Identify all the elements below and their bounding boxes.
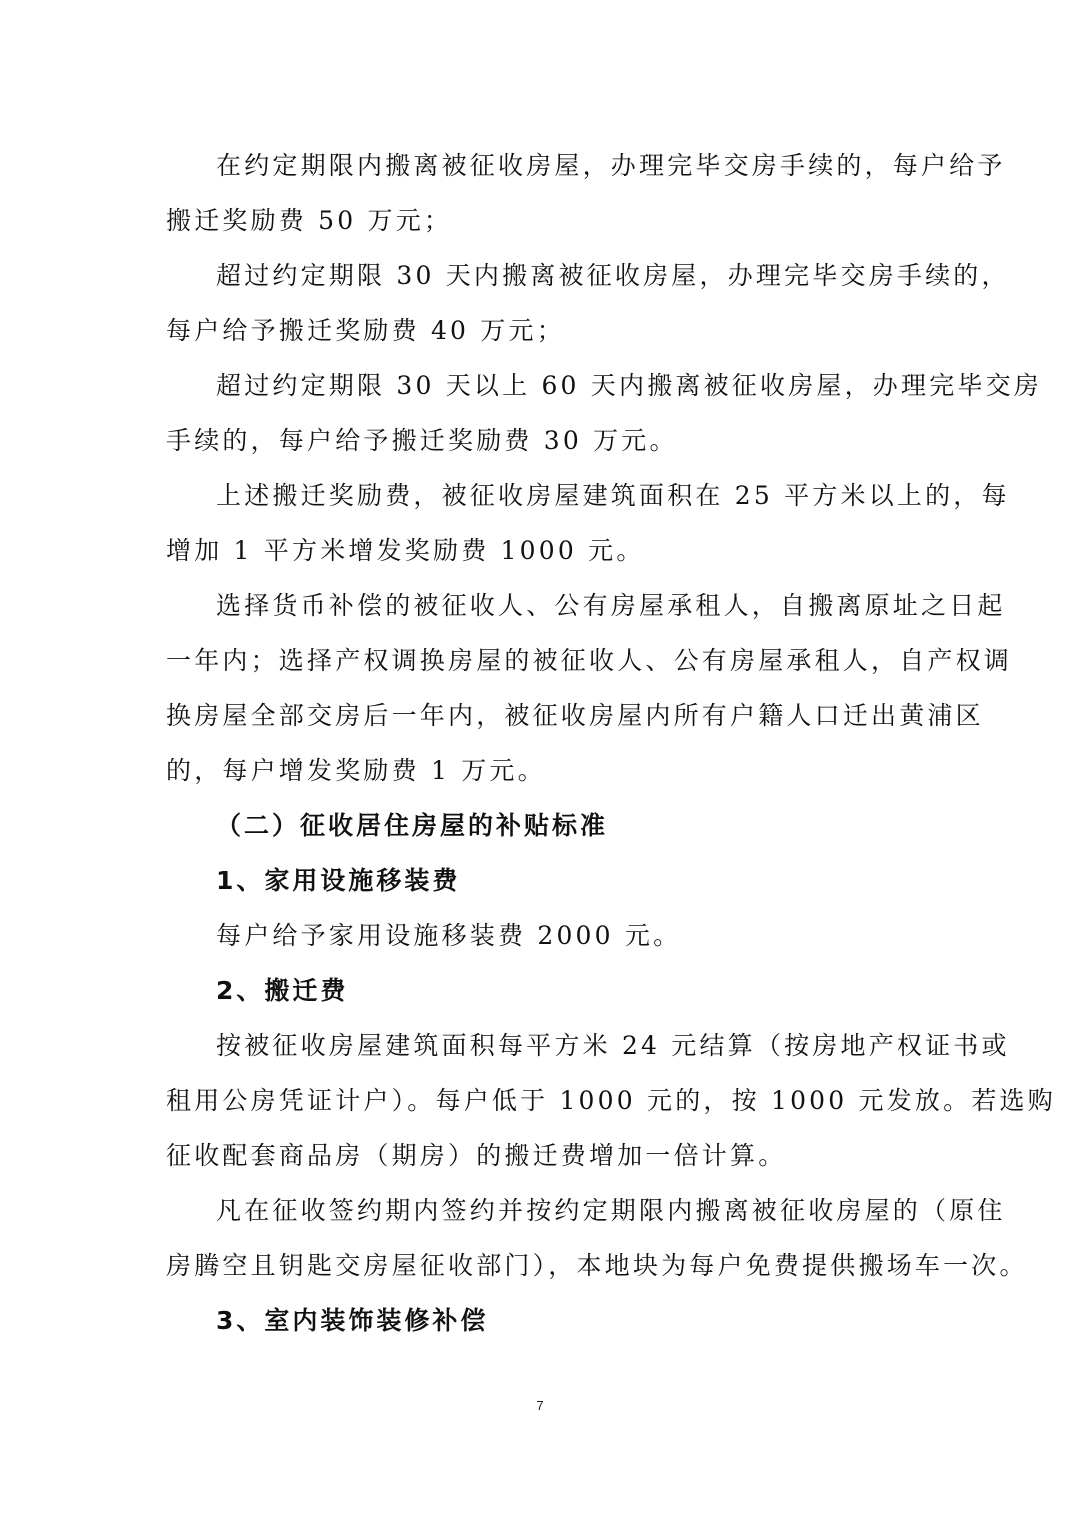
body-text-line: 每户给予家用设施移装费 2000 元。 [216,921,682,950]
body-text-line: 增加 1 平方米增发奖励费 1000 元。 [166,536,645,565]
body-text-line: 凡在征收签约期内签约并按约定期限内搬离被征收房屋的（原住 [216,1196,1006,1225]
body-text-line: 选择货币补偿的被征收人、公有房屋承租人，自搬离原址之日起 [216,591,1006,620]
body-text-line: 超过约定期限 30 天以上 60 天内搬离被征收房屋，办理完毕交房 [216,371,1043,400]
subsection-heading: 2、搬迁费 [216,976,349,1005]
body-text-line: 上述搬迁奖励费，被征收房屋建筑面积在 25 平方米以上的，每 [216,481,1010,510]
body-text-line: 按被征收房屋建筑面积每平方米 24 元结算（按房地产权证书或 [216,1031,1010,1060]
body-text-line: 搬迁奖励费 50 万元； [166,206,453,235]
section-heading: （二）征收居住房屋的补贴标准 [216,811,609,840]
body-text-line: 手续的，每户给予搬迁奖励费 30 万元。 [166,426,678,455]
body-text-line: 的，每户增发奖励费 1 万元。 [166,756,546,785]
body-text-line: 每户给予搬迁奖励费 40 万元； [166,316,565,345]
body-text-line: 超过约定期限 30 天内搬离被征收房屋，办理完毕交房手续的， [216,261,1010,290]
body-text-line: 一年内；选择产权调换房屋的被征收人、公有房屋承租人，自产权调 [166,646,1013,675]
body-text-line: 征收配套商品房（期房）的搬迁费增加一倍计算。 [166,1141,787,1170]
subsection-heading: 3、室内装饰装修补偿 [216,1306,489,1335]
body-text-line: 换房屋全部交房后一年内，被征收房屋内所有户籍人口迁出黄浦区 [166,701,984,730]
body-text-line: 租用公房凭证计户）。每户低于 1000 元的，按 1000 元发放。若选购 [166,1086,1056,1115]
page-number: 7 [536,1398,544,1413]
body-text-line: 在约定期限内搬离被征收房屋，办理完毕交房手续的，每户给予 [216,151,1006,180]
subsection-heading: 1、家用设施移装费 [216,866,461,895]
body-text-line: 房腾空且钥匙交房屋征收部门），本地块为每户免费提供搬场车一次。 [166,1251,1028,1280]
